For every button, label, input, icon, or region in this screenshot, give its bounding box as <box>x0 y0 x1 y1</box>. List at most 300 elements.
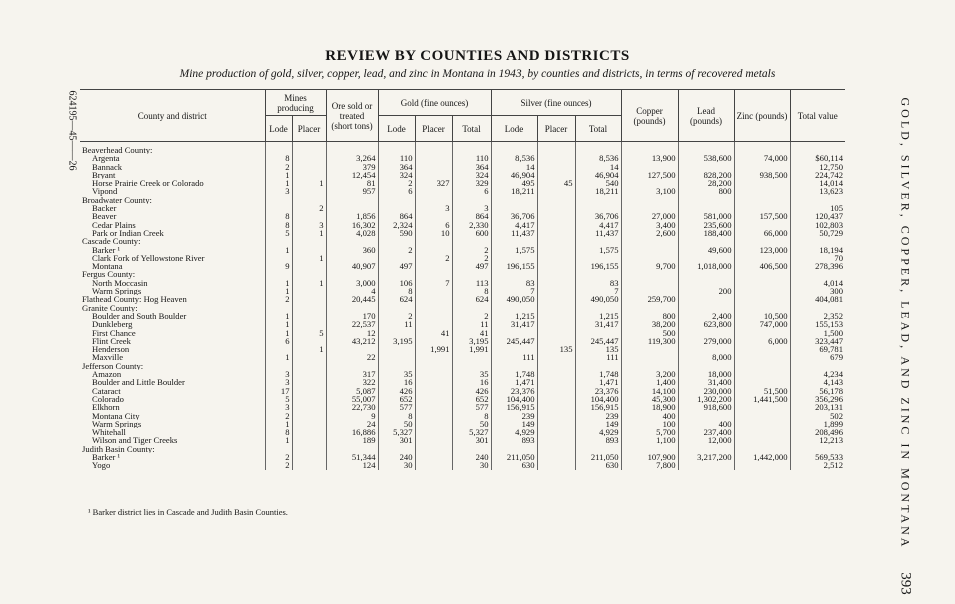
table-cell: 1 <box>292 254 326 262</box>
table-cell: 1,500 <box>790 329 845 337</box>
table-cell: 502 <box>790 412 845 420</box>
table-cell: 111 <box>575 353 621 361</box>
table-cell: 31,417 <box>575 320 621 328</box>
table-cell: 46,904 <box>575 171 621 179</box>
table-cell <box>415 370 452 378</box>
table-cell: 893 <box>491 436 537 444</box>
table-cell: 16,302 <box>326 221 378 229</box>
table-cell <box>292 461 326 469</box>
table-row <box>80 345 845 353</box>
table-cell: 379 <box>326 163 378 171</box>
table-cell <box>537 320 575 328</box>
table-cell <box>537 420 575 428</box>
table-cell <box>292 163 326 171</box>
table-cell <box>292 370 326 378</box>
table-cell: 1 <box>265 320 292 328</box>
table-cell <box>415 187 452 195</box>
table-cell: 1,748 <box>491 370 537 378</box>
table-cell: 581,000 <box>678 212 734 220</box>
row-label: Bannack <box>80 163 265 171</box>
table-cell <box>537 142 575 155</box>
table-cell <box>378 196 415 204</box>
table-cell: 5 <box>292 329 326 337</box>
table-cell: 31,400 <box>678 378 734 386</box>
table-cell: 426 <box>378 387 415 395</box>
table-cell <box>378 329 415 337</box>
row-label: Bryant <box>80 171 265 179</box>
table-cell <box>292 353 326 361</box>
table-cell: 630 <box>491 461 537 469</box>
table-cell <box>537 329 575 337</box>
table-cell: 317 <box>326 370 378 378</box>
table-cell <box>575 196 621 204</box>
table-cell <box>790 362 845 370</box>
table-cell <box>734 254 790 262</box>
table-cell <box>415 412 452 420</box>
table-cell <box>292 412 326 420</box>
table-cell: 124 <box>326 461 378 469</box>
table-cell: 31,417 <box>491 320 537 328</box>
table-cell <box>537 196 575 204</box>
table-row <box>80 378 845 386</box>
table-cell <box>452 196 491 204</box>
table-cell: 8 <box>265 212 292 220</box>
table-row <box>80 163 845 171</box>
table-cell <box>537 428 575 436</box>
table-cell <box>452 270 491 278</box>
table-cell <box>292 337 326 345</box>
table-cell <box>415 428 452 436</box>
table-cell: 497 <box>378 262 415 270</box>
table-cell: 74,000 <box>734 154 790 162</box>
table-cell: 1,215 <box>491 312 537 320</box>
table-cell: 27,000 <box>621 212 678 220</box>
table-cell: 69,781 <box>790 345 845 353</box>
table-cell <box>265 204 292 212</box>
table-cell <box>678 345 734 353</box>
table-cell <box>326 362 378 370</box>
table-cell: 8 <box>378 287 415 295</box>
table-cell: 624 <box>378 295 415 303</box>
table-cell: 3,200 <box>621 370 678 378</box>
table-cell: 8 <box>265 221 292 229</box>
table-cell <box>734 461 790 469</box>
table-cell <box>292 196 326 204</box>
table-cell: 105 <box>790 204 845 212</box>
table-cell: 36,706 <box>575 212 621 220</box>
table-cell: 1 <box>265 329 292 337</box>
table-cell: 100 <box>621 420 678 428</box>
table-cell: 149 <box>491 420 537 428</box>
table-cell <box>378 254 415 262</box>
table-cell <box>790 142 845 155</box>
table-cell: 6 <box>265 337 292 345</box>
table-cell <box>326 254 378 262</box>
table-cell: 1 <box>265 420 292 428</box>
table-cell: 2 <box>265 412 292 420</box>
page-title: REVIEW BY COUNTIES AND DISTRICTS <box>325 48 630 64</box>
table-cell: 2 <box>415 254 452 262</box>
table-cell: 211,050 <box>491 453 537 461</box>
table-cell <box>678 412 734 420</box>
table-cell: 1,100 <box>621 436 678 444</box>
table-cell: 245,447 <box>491 337 537 345</box>
table-cell: 5 <box>265 229 292 237</box>
table-cell: 400 <box>621 412 678 420</box>
table-cell <box>452 304 491 312</box>
table-cell <box>621 196 678 204</box>
row-label: Broadwater County: <box>80 196 265 204</box>
row-label: Argenta <box>80 154 265 162</box>
table-cell: 1,856 <box>326 212 378 220</box>
table-cell <box>537 412 575 420</box>
table-cell: 13,900 <box>621 154 678 162</box>
table-cell <box>537 279 575 287</box>
table-cell: 6 <box>378 187 415 195</box>
table-cell <box>292 237 326 245</box>
row-label: Backer <box>80 204 265 212</box>
table-cell <box>292 403 326 411</box>
table-cell <box>292 445 326 453</box>
table-cell <box>734 279 790 287</box>
table-cell <box>265 304 292 312</box>
table-row <box>80 445 845 453</box>
table-cell: 1,442,000 <box>734 453 790 461</box>
table-cell: 14 <box>575 163 621 171</box>
table-cell: 828,200 <box>678 171 734 179</box>
table-cell: 200 <box>678 287 734 295</box>
table-cell <box>326 445 378 453</box>
row-label: Jefferson County: <box>80 362 265 370</box>
table-cell: 10,500 <box>734 312 790 320</box>
table-cell <box>734 353 790 361</box>
table-cell <box>621 287 678 295</box>
table-cell <box>491 362 537 370</box>
table-cell: 18,000 <box>678 370 734 378</box>
row-label: Clark Fork of Yellowstone River <box>80 254 265 262</box>
table-cell: 1 <box>265 279 292 287</box>
header-mines-lode: Lode <box>265 116 292 142</box>
table-cell <box>415 142 452 155</box>
table-cell: 16 <box>378 378 415 386</box>
table-cell: 938,500 <box>734 171 790 179</box>
table-cell: 497 <box>452 262 491 270</box>
table-cell: 404,081 <box>790 295 845 303</box>
table-cell <box>378 353 415 361</box>
table-row <box>80 270 845 278</box>
table-cell <box>378 204 415 212</box>
table-row <box>80 362 845 370</box>
table-cell: 14,014 <box>790 179 845 187</box>
table-cell: 1,899 <box>790 420 845 428</box>
table-row <box>80 262 845 270</box>
table-cell <box>537 378 575 386</box>
table-cell <box>575 362 621 370</box>
table-cell: 426 <box>452 387 491 395</box>
table-cell <box>621 345 678 353</box>
table-cell: 5,327 <box>452 428 491 436</box>
table-cell: 12 <box>326 329 378 337</box>
table-cell <box>537 154 575 162</box>
table-cell <box>575 270 621 278</box>
table-cell <box>415 246 452 254</box>
table-cell: 327 <box>415 179 452 187</box>
table-cell <box>292 212 326 220</box>
table-cell <box>415 163 452 171</box>
table-cell: 1,575 <box>575 246 621 254</box>
table-cell <box>621 246 678 254</box>
table-cell <box>621 179 678 187</box>
table-cell <box>621 279 678 287</box>
table-cell: 538,600 <box>678 154 734 162</box>
table-cell <box>678 279 734 287</box>
row-label: Elkhorn <box>80 403 265 411</box>
table-cell <box>415 171 452 179</box>
table-cell: 189 <box>326 436 378 444</box>
table-cell <box>415 287 452 295</box>
footnote: ¹ Barker district lies in Cascade and Judith Basin Counties. <box>88 507 288 517</box>
table-cell: 156,915 <box>491 403 537 411</box>
table-cell: 652 <box>452 395 491 403</box>
table-row <box>80 320 845 328</box>
table-cell <box>292 187 326 195</box>
table-cell: 8 <box>265 428 292 436</box>
row-label: Dunkleberg <box>80 320 265 328</box>
table-cell <box>491 329 537 337</box>
side-note-left <box>62 85 76 195</box>
table-cell: 2 <box>452 246 491 254</box>
table-cell: 188,400 <box>678 229 734 237</box>
table-cell <box>734 362 790 370</box>
table-cell: 364 <box>452 163 491 171</box>
table-cell: 590 <box>378 229 415 237</box>
table-cell <box>491 196 537 204</box>
table-cell <box>537 254 575 262</box>
table-cell: 1 <box>265 171 292 179</box>
table-cell: 83 <box>491 279 537 287</box>
row-label: Flint Creek <box>80 337 265 345</box>
header-silver-lode: Lode <box>491 116 537 142</box>
header-mines: Mines producing <box>265 90 326 116</box>
table-cell: 324 <box>378 171 415 179</box>
table-cell: 240 <box>452 453 491 461</box>
table-cell: 1 <box>265 287 292 295</box>
table-cell: 7 <box>415 279 452 287</box>
table-cell: 679 <box>790 353 845 361</box>
table-cell: 1 <box>292 345 326 353</box>
table-cell <box>790 270 845 278</box>
table-row <box>80 329 845 337</box>
row-label: Cascade County: <box>80 237 265 245</box>
table-cell: 235,600 <box>678 221 734 229</box>
table-cell <box>292 154 326 162</box>
table-cell: 577 <box>452 403 491 411</box>
table-cell <box>621 270 678 278</box>
header-ore: Ore sold or treated (short tons) <box>326 90 378 142</box>
table-row <box>80 370 845 378</box>
table-cell <box>678 461 734 469</box>
table-cell <box>265 270 292 278</box>
table-cell <box>537 287 575 295</box>
table-cell: 2,400 <box>678 312 734 320</box>
table-cell: 279,000 <box>678 337 734 345</box>
table-cell <box>415 237 452 245</box>
table-cell: 102,803 <box>790 221 845 229</box>
row-label: Vipond <box>80 187 265 195</box>
table-cell: 3 <box>292 221 326 229</box>
table-cell: 5,327 <box>378 428 415 436</box>
table-cell <box>326 270 378 278</box>
row-label: First Chance <box>80 329 265 337</box>
table-cell: 800 <box>621 312 678 320</box>
table-cell <box>734 163 790 171</box>
table-cell: 864 <box>452 212 491 220</box>
table-cell <box>621 163 678 171</box>
table-cell: 239 <box>491 412 537 420</box>
table-cell <box>452 362 491 370</box>
row-label: Montana City <box>80 412 265 420</box>
table-cell: 12,750 <box>790 163 845 171</box>
table-cell: 864 <box>378 212 415 220</box>
table-cell: 2 <box>452 312 491 320</box>
table-cell: 3,217,200 <box>678 453 734 461</box>
table-cell: 18,211 <box>575 187 621 195</box>
table-row <box>80 312 845 320</box>
table-cell: 5 <box>265 395 292 403</box>
table-cell <box>678 329 734 337</box>
table-cell <box>678 163 734 171</box>
table-cell <box>292 270 326 278</box>
row-label: Amazon <box>80 370 265 378</box>
table-cell: 155,153 <box>790 320 845 328</box>
table-cell: 22,730 <box>326 403 378 411</box>
table-cell: 2,330 <box>452 221 491 229</box>
table-cell: 12,213 <box>790 436 845 444</box>
table-row <box>80 353 845 361</box>
table-cell <box>378 237 415 245</box>
table-cell: 3 <box>415 204 452 212</box>
table-cell: 1 <box>292 229 326 237</box>
table-cell: 196,155 <box>491 262 537 270</box>
table-cell: 38,200 <box>621 320 678 328</box>
table-cell: 239 <box>575 412 621 420</box>
table-cell <box>537 445 575 453</box>
table-cell <box>790 445 845 453</box>
table-cell: 23,376 <box>575 387 621 395</box>
table-row <box>80 403 845 411</box>
table-cell: 1 <box>265 179 292 187</box>
table-cell: 2 <box>378 246 415 254</box>
table-cell <box>292 171 326 179</box>
table-cell: 50 <box>452 420 491 428</box>
table-cell <box>734 378 790 386</box>
table-cell <box>575 204 621 212</box>
table-cell: 8,000 <box>678 353 734 361</box>
table-cell <box>734 436 790 444</box>
table-cell: 3 <box>265 187 292 195</box>
row-label: Park or Indian Creek <box>80 229 265 237</box>
table-cell: 322 <box>326 378 378 386</box>
table-cell <box>292 287 326 295</box>
table-cell <box>265 196 292 204</box>
table-cell <box>678 237 734 245</box>
table-cell: 2 <box>452 254 491 262</box>
table-row <box>80 279 845 287</box>
table-cell: 17 <box>265 387 292 395</box>
table-cell <box>537 229 575 237</box>
table-cell: 6 <box>452 187 491 195</box>
table-cell: 893 <box>575 436 621 444</box>
table-cell <box>292 142 326 155</box>
table-cell: 3 <box>265 403 292 411</box>
table-cell: 360 <box>326 246 378 254</box>
table-cell: 50 <box>378 420 415 428</box>
table-cell: 301 <box>378 436 415 444</box>
row-label: North Moccasin <box>80 279 265 287</box>
table-cell <box>292 295 326 303</box>
table-cell <box>452 445 491 453</box>
table-cell <box>678 204 734 212</box>
table-cell <box>734 287 790 295</box>
table-cell <box>292 362 326 370</box>
row-label: Henderson <box>80 345 265 353</box>
table-cell: 83 <box>575 279 621 287</box>
table-cell <box>734 445 790 453</box>
table-cell: 301 <box>452 436 491 444</box>
table-cell <box>734 237 790 245</box>
table-cell: 406,500 <box>734 262 790 270</box>
table-cell <box>452 353 491 361</box>
table-cell <box>537 295 575 303</box>
table-cell <box>491 304 537 312</box>
table-cell <box>415 196 452 204</box>
table-cell <box>491 345 537 353</box>
table-cell: 500 <box>621 329 678 337</box>
header-gold-placer: Placer <box>415 116 452 142</box>
table-cell <box>292 436 326 444</box>
production-table <box>80 89 845 470</box>
table-cell: 30 <box>378 461 415 469</box>
table-cell <box>326 345 378 353</box>
table-cell: 2,352 <box>790 312 845 320</box>
table-cell <box>537 246 575 254</box>
table-cell: 747,000 <box>734 320 790 328</box>
table-cell: 8 <box>452 287 491 295</box>
table-cell: 2 <box>265 295 292 303</box>
table-cell: 1 <box>265 246 292 254</box>
table-cell: 8 <box>452 412 491 420</box>
table-cell: 22 <box>326 353 378 361</box>
table-cell <box>415 378 452 386</box>
side-running-head <box>895 95 915 595</box>
table-cell <box>678 362 734 370</box>
table-cell: 1,400 <box>621 378 678 386</box>
table-cell: 14,100 <box>621 387 678 395</box>
table-cell <box>537 221 575 229</box>
table-cell: 9,700 <box>621 262 678 270</box>
table-cell <box>326 196 378 204</box>
table-cell <box>537 270 575 278</box>
table-cell <box>415 387 452 395</box>
table-cell <box>734 370 790 378</box>
table-cell: 3,264 <box>326 154 378 162</box>
table-cell: 2 <box>265 453 292 461</box>
row-label: Maxville <box>80 353 265 361</box>
table-cell <box>415 262 452 270</box>
table-cell: 4,028 <box>326 229 378 237</box>
table-cell <box>678 254 734 262</box>
row-label: Barker ¹ <box>80 246 265 254</box>
